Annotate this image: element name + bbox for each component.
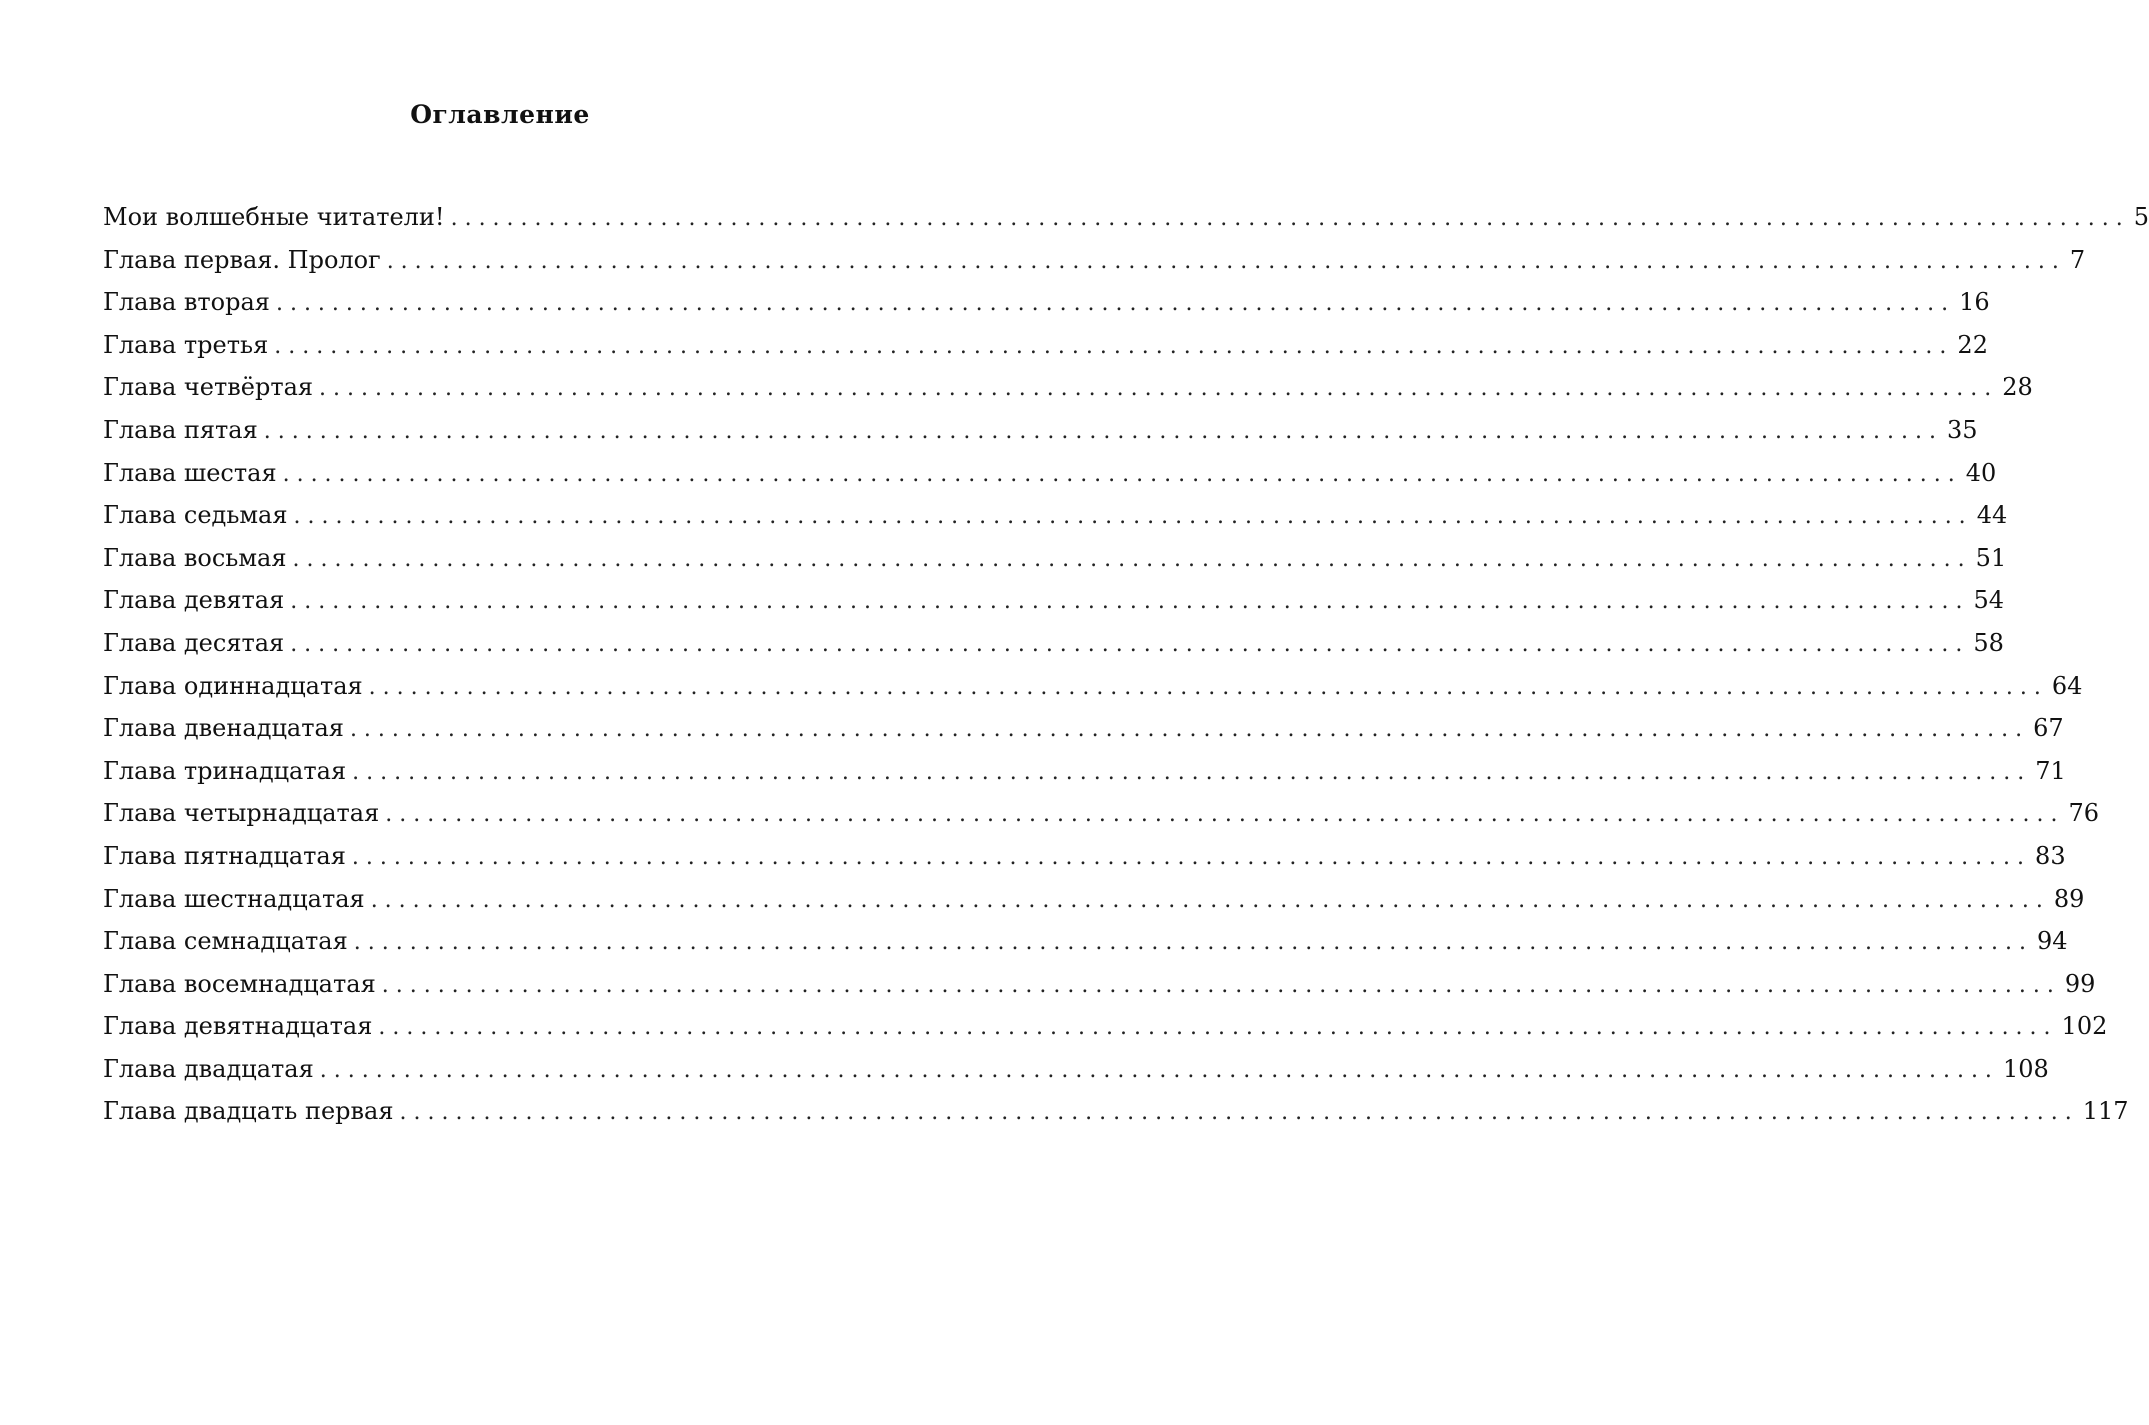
- dot-leader: ........................................................................................................................: [352, 759, 2032, 785]
- toc-entry-label: Глава четвёртая: [103, 373, 314, 402]
- toc-entry-label: Глава семнадцатая: [103, 927, 348, 956]
- dot-leader: ........................................................................................................................: [293, 504, 1973, 530]
- dot-leader: ........................................................................................................................: [351, 844, 2032, 870]
- page-title: Оглавление: [410, 100, 590, 129]
- toc-entry-label: Глава четырнадцатая: [103, 799, 380, 828]
- toc-entry-label: Глава первая. Пролог: [103, 245, 381, 274]
- toc-entry-page: 94: [2036, 927, 2068, 956]
- toc-entry[interactable]: [103, 1048, 2049, 1091]
- dot-leader: ........................................................................................................................: [381, 972, 2061, 998]
- dot-leader: ........................................................................................................................: [368, 674, 2048, 700]
- toc-entry[interactable]: [103, 537, 2007, 580]
- toc-entry-page: 22: [1957, 330, 1988, 359]
- toc-entry-label: Глава тринадцатая: [103, 756, 347, 785]
- toc-entry-label: Глава вторая: [103, 288, 270, 317]
- toc-entry[interactable]: [103, 239, 2086, 282]
- toc-entry[interactable]: [103, 366, 2033, 409]
- toc-entry[interactable]: [103, 707, 2064, 750]
- toc-entry[interactable]: [103, 920, 2068, 963]
- toc-entry-page: 83: [2035, 841, 2066, 870]
- dot-leader: ........................................................................................................................: [385, 802, 2065, 828]
- toc-entry-label: Глава седьмая: [103, 501, 288, 530]
- toc-entry[interactable]: [103, 963, 2096, 1006]
- toc-entry[interactable]: [103, 409, 1978, 452]
- toc-entry-label: Глава двадцать первая: [103, 1097, 394, 1126]
- toc-entry-label: Глава десятая: [103, 628, 285, 657]
- toc-entry-page: 99: [2064, 969, 2096, 998]
- toc-entry[interactable]: [103, 665, 2083, 708]
- toc-entry-page: 76: [2068, 799, 2099, 828]
- toc-entry-page: 67: [2033, 714, 2064, 743]
- toc-entry[interactable]: [103, 835, 2066, 878]
- toc-entry[interactable]: [103, 750, 2066, 793]
- dot-leader: ........................................................................................................................: [378, 1015, 2058, 1041]
- toc-entry[interactable]: [103, 494, 2008, 537]
- toc-entry-label: Глава двенадцатая: [103, 714, 344, 743]
- toc-entry-page: 5: [2133, 203, 2149, 231]
- toc-entry-label: Глава восьмая: [103, 543, 287, 572]
- toc-entry-label: Глава пятнадцатая: [103, 841, 346, 870]
- dot-leader: ........................................................................................................................: [292, 546, 1972, 572]
- toc-entry[interactable]: [103, 878, 2085, 921]
- toc-entry-page: 28: [2002, 373, 2033, 402]
- toc-entry[interactable]: [103, 1005, 2108, 1048]
- toc-entry-page: 64: [2051, 671, 2083, 700]
- toc-entry[interactable]: [103, 1090, 2129, 1133]
- table-of-contents: [103, 196, 2149, 1133]
- dot-leader: ........................................................................................................................: [353, 930, 2033, 956]
- toc-entry-page: 71: [2035, 756, 2066, 785]
- dot-leader: ........................................................................................................................: [399, 1100, 2079, 1126]
- dot-leader: ........................................................................................................................: [386, 248, 2066, 274]
- toc-entry[interactable]: [103, 452, 1997, 495]
- toc-entry[interactable]: [103, 281, 1990, 324]
- dot-leader: ........................................................................................................................: [450, 206, 2130, 231]
- toc-entry-page: 108: [2002, 1054, 2049, 1083]
- toc-entry[interactable]: [103, 579, 2004, 622]
- toc-entry[interactable]: [103, 792, 2099, 835]
- toc-entry-label: Глава шестнадцатая: [103, 884, 365, 913]
- toc-entry-page: 44: [1976, 501, 2008, 530]
- toc-entry-label: Глава девятая: [103, 586, 285, 615]
- toc-entry-page: 58: [1973, 628, 2004, 657]
- toc-entry-page: 40: [1965, 458, 1997, 487]
- dot-leader: ........................................................................................................................: [349, 717, 2030, 743]
- toc-entry-page: 16: [1959, 288, 1990, 317]
- dot-leader: ........................................................................................................................: [319, 376, 1999, 402]
- dot-leader: ........................................................................................................................: [319, 1057, 1999, 1083]
- toc-entry-label: Глава шестая: [103, 458, 277, 487]
- toc-entry-label: Глава пятая: [103, 415, 258, 444]
- dot-leader: ........................................................................................................................: [275, 291, 1956, 317]
- toc-entry-page: 54: [1973, 586, 2004, 615]
- toc-entry[interactable]: [103, 622, 2004, 665]
- toc-entry-page: 117: [2082, 1097, 2129, 1126]
- toc-entry-page: 89: [2053, 884, 2085, 913]
- toc-entry-label: Глава одиннадцатая: [103, 671, 363, 700]
- dot-leader: ........................................................................................................................: [274, 333, 1954, 359]
- toc-entry-page: 7: [2069, 245, 2086, 274]
- dot-leader: ........................................................................................................................: [290, 631, 1970, 657]
- toc-entry-label: Глава третья: [103, 330, 269, 359]
- dot-leader: ........................................................................................................................: [290, 589, 1970, 615]
- toc-entry-label: Глава двадцатая: [103, 1054, 314, 1083]
- toc-entry-label: Глава восемнадцатая: [103, 969, 376, 998]
- toc-entry-page: 51: [1975, 543, 2007, 572]
- toc-entry-page: 35: [1946, 415, 1978, 444]
- toc-entry[interactable]: [103, 196, 2149, 239]
- toc-entry[interactable]: [103, 324, 1988, 367]
- dot-leader: ........................................................................................................................: [263, 418, 1943, 444]
- dot-leader: ........................................................................................................................: [370, 887, 2050, 913]
- toc-entry-label: Мои волшебные читатели!: [103, 203, 445, 231]
- dot-leader: ........................................................................................................................: [282, 461, 1962, 487]
- toc-entry-label: Глава девятнадцатая: [103, 1012, 373, 1041]
- toc-entry-page: 102: [2061, 1012, 2108, 1041]
